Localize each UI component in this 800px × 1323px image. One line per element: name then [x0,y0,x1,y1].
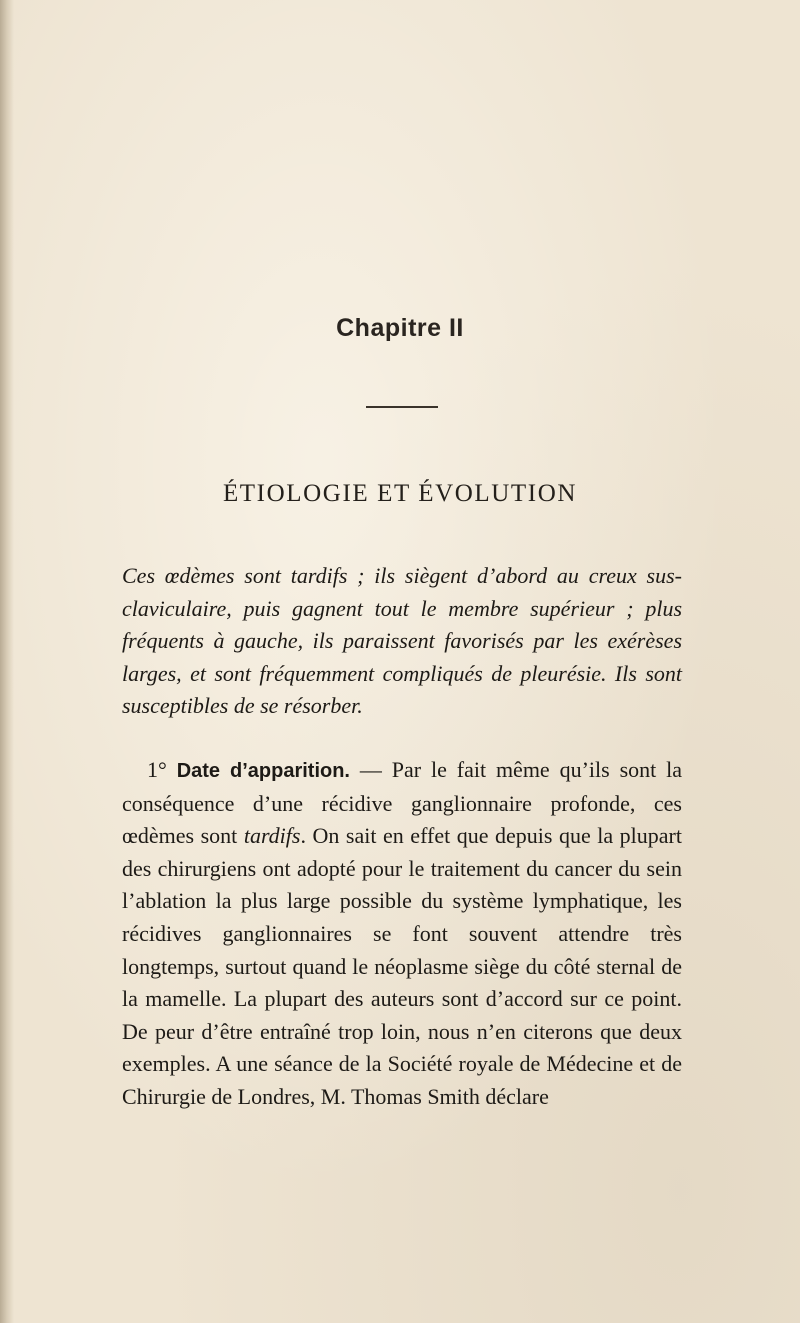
page-binding-edge [0,0,14,1323]
chapter-label: Chapitre II [336,314,464,342]
section-paragraph [122,754,682,1114]
chapter-title: ÉTIOLOGIE ET ÉVOLUTION [222,480,578,507]
section-body-text: . On sait en effet que depuis que la plupart des chirurgiens ont adopté pour le traitement du cancer du sein l’ablation la plus large possible du système lymphatique, les récidives ganglionnaires se font souvent attendre très longtemps, surtout quand le néoplasme siège du côté sternal de la mamelle. La plupart des auteurs sont d’accord sur ce point. De peur d’être entraîné trop loin, nous n’en citerons que deux exemples. A une séance de la Société royale de Médecine et de Chirurgie de Londres, M. Thomas Smith déclare [122,823,682,1109]
section-emphasis: tardifs [243,823,301,849]
section-number: 1° [147,757,167,782]
chapter-summary: Ces œdèmes sont tardifs ; ils siègent d’abord au creux sus-claviculaire, puis gagnent tout le membre supérieur ; plus fréquents à gauche, ils paraissent favorisés par les exérèses larges, et sont fréquemment compliqués de pleurésie. Ils sont susceptibles de se résorber. [122,563,682,719]
section-intro-text: — Par le fait même qu’ils sont la conséquence d’une récidive ganglionnaire profonde, ces œdèmes sont [122,757,683,849]
decorative-rule [366,406,438,408]
section-heading: Date d’apparition. [176,760,350,782]
